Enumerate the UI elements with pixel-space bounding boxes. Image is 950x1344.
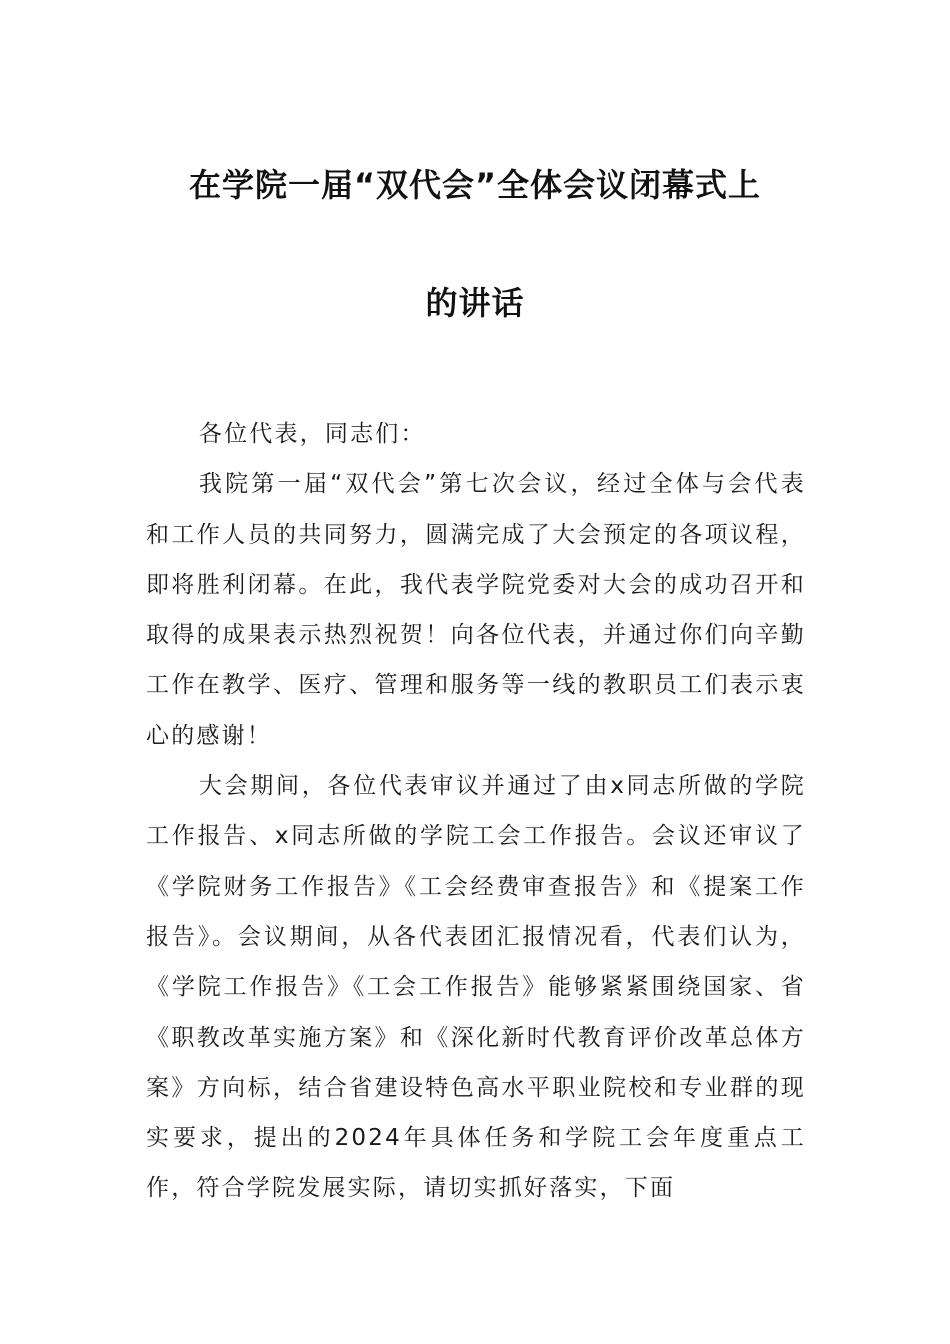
- body-paragraph-1: 我院第一届“双代会”第七次会议，经过全体与会代表和工作人员的共同努力，圆满完成了大会预定的各项议程，即将胜利闭幕。在此，我代表学院党委对大会的成功召开和取得的成果表示热烈祝贺！向各位代表，并通过你们向辛勤工作在教学、医疗、管理和服务等一线的教职员工们表示衷心的感谢！: [146, 471, 806, 749]
- document-title-line-1: 在学院一届“双代会”全体会议闭幕式上: [188, 166, 762, 204]
- document-title-line-2: 的讲话: [425, 284, 525, 322]
- greeting-paragraph: 各位代表，同志们：: [198, 421, 426, 447]
- body-paragraph-2: 大会期间，各位代表审议并通过了由x同志所做的学院工作报告、x同志所做的学院工会工作报告。会议还审议了《学院财务工作报告》《工会经费审查报告》和《提案工作报告》。会议期间，从各代表团汇报情况看，代表们认为，《学院工作报告》《工会工作报告》能够紧紧围绕国家、省《职教改革实施方案》和《深化新时代教育评价改革总体方案》方向标，结合省建设特色高水平职业院校和专业群的现实要求，提出的2024年具体任务和学院工会年度重点工作，符合学院发展实际，请切实抓好落实，下面: [146, 773, 806, 1202]
- document-body: [146, 409, 806, 1214]
